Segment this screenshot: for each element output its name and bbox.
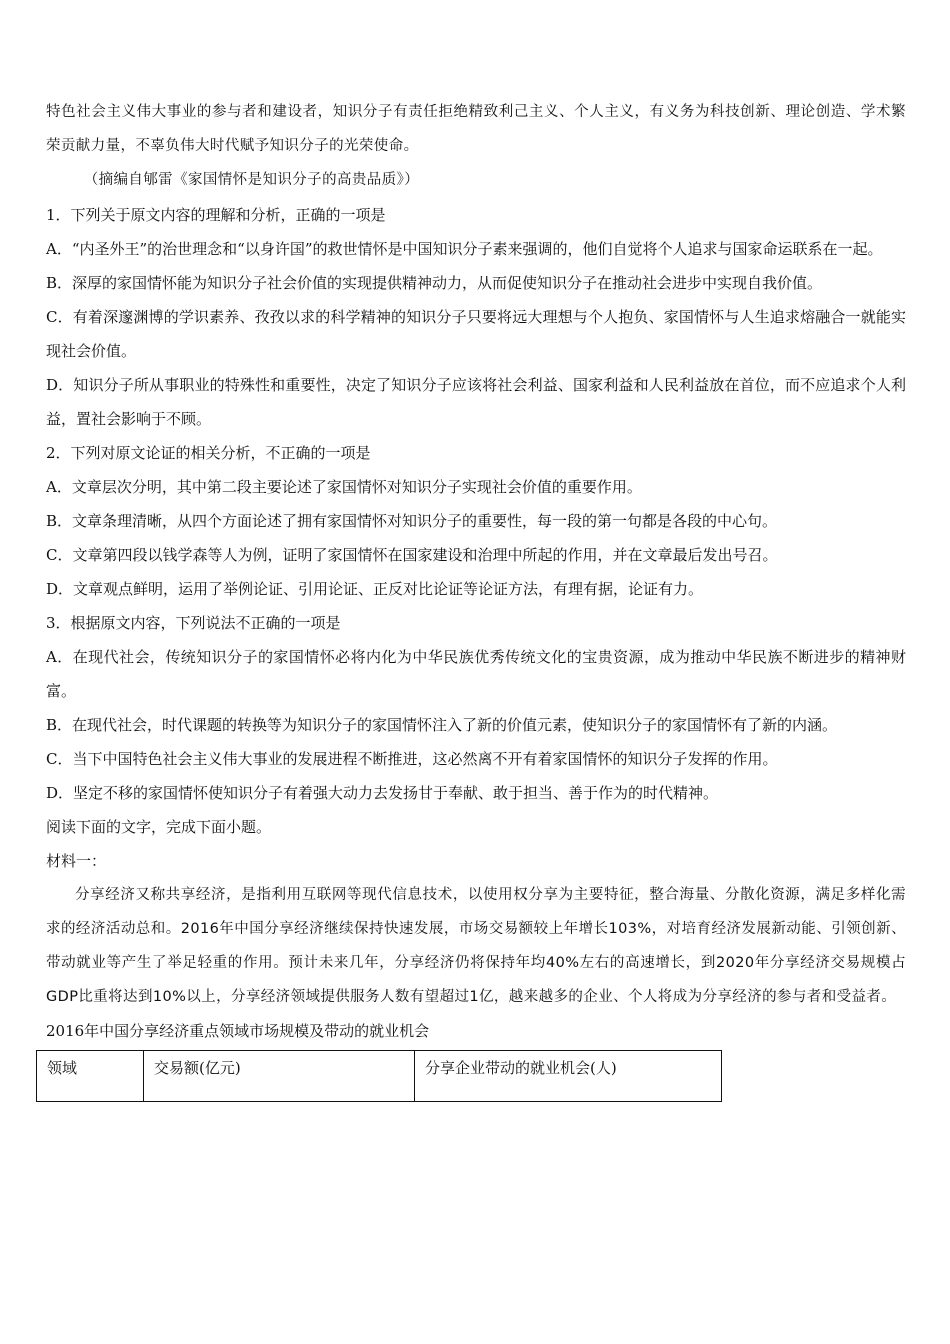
option-a: A．在现代社会，传统知识分子的家国情怀必将内化为中华民族优秀传统文化的宝贵资源，成为推动中华民族不断进步的精神财富。 <box>46 647 906 700</box>
option-c: C．文章第四段以钱学森等人为例，证明了家国情怀在国家建设和治理中所起的作用，并在文章最后发出号召。 <box>46 545 778 564</box>
question-stem: 1．下列关于原文内容的理解和分析，正确的一项是 <box>46 205 386 224</box>
market-table <box>36 1050 722 1102</box>
option-d: D．知识分子所从事职业的特殊性和重要性，决定了知识分子应该将社会利益、国家利益和人民利益放在首位，而不应追求个人利益，置社会影响于不顾。 <box>46 375 906 428</box>
option-a: A．文章层次分明，其中第二段主要论述了家国情怀对知识分子实现社会价值的重要作用。 <box>46 477 642 496</box>
header-cell-jobs: 分享企业带动的就业机会(人) <box>415 1051 722 1102</box>
source-note: （摘编自郇雷《家国情怀是知识分子的高贵品质》） <box>83 172 420 189</box>
question-2 <box>46 436 906 606</box>
option-d: D．文章观点鲜明，运用了举例论证、引用论证、正反对比论证等论证方法，有理有据，论证有力。 <box>46 579 704 598</box>
option-b: B．在现代社会，时代课题的转换等为知识分子的家国情怀注入了新的价值元素，使知识分子的家国情怀有了新的内涵。 <box>46 715 838 734</box>
material-label: 材料一： <box>46 851 107 870</box>
option-c: C．当下中国特色社会主义伟大事业的发展进程不断推进，这必然离不开有着家国情怀的知识分子发挥的作用。 <box>46 749 778 768</box>
question-stem: 2．下列对原文论证的相关分析，不正确的一项是 <box>46 443 371 462</box>
intro-paragraph: 特色社会主义伟大事业的参与者和建设者，知识分子有责任拒绝精致利己主义、个人主义，有义务为科技创新、理论创造、学术繁荣贡献力量，不辜负伟大时代赋予知识分子的光荣使命。 <box>46 104 906 155</box>
table-header-row <box>37 1051 722 1102</box>
material-paragraph: 分享经济又称共享经济，是指利用互联网等现代信息技术，以使用权分享为主要特征，整合海量、分散化资源，满足多样化需求的经济活动总和。2016年中国分享经济继续保持快速发展，市场交易额较上年增长103%，对培育经济发展新动能、引领创新、带动就业等产生了举足轻重的作用。预计未来几年，分享经济仍将保持年均40%左右的高速增长，到2020年分享经济交易规模占GDP比重将达到10%以上，分享经济领域提供服务人数有望超过1亿，越来越多的企业、个人将成为分享经济的参与者和受益者。 <box>46 886 906 1006</box>
header-cell-volume: 交易额(亿元) <box>144 1051 415 1102</box>
option-a: A．“内圣外王”的治世理念和“以身许国”的救世情怀是中国知识分子素来强调的，他们自觉将个人追求与国家命运联系在一起。 <box>46 239 883 258</box>
option-d: D．坚定不移的家国情怀使知识分子有着强大动力去发扬甘于奉献、敢于担当、善于作为的时代精神。 <box>46 783 719 802</box>
question-stem: 3．根据原文内容，下列说法不正确的一项是 <box>46 613 341 632</box>
reading-instruction: 阅读下面的文字，完成下面小题。 <box>46 817 272 836</box>
table-title: 2016年中国分享经济重点领域市场规模及带动的就业机会 <box>46 1022 430 1041</box>
header-cell-field: 领域 <box>37 1051 144 1102</box>
option-c: C．有着深邃渊博的学识素养、孜孜以求的科学精神的知识分子只要将远大理想与个人抱负、家国情怀与人生追求熔融合一就能实现社会价值。 <box>46 307 906 360</box>
option-b: B．文章条理清晰，从四个方面论述了拥有家国情怀对知识分子的重要性，每一段的第一句都是各段的中心句。 <box>46 511 778 530</box>
question-3 <box>46 606 906 810</box>
question-1 <box>46 198 906 436</box>
option-b: B．深厚的家国情怀能为知识分子社会价值的实现提供精神动力，从而促使知识分子在推动社会进步中实现自我价值。 <box>46 273 823 292</box>
